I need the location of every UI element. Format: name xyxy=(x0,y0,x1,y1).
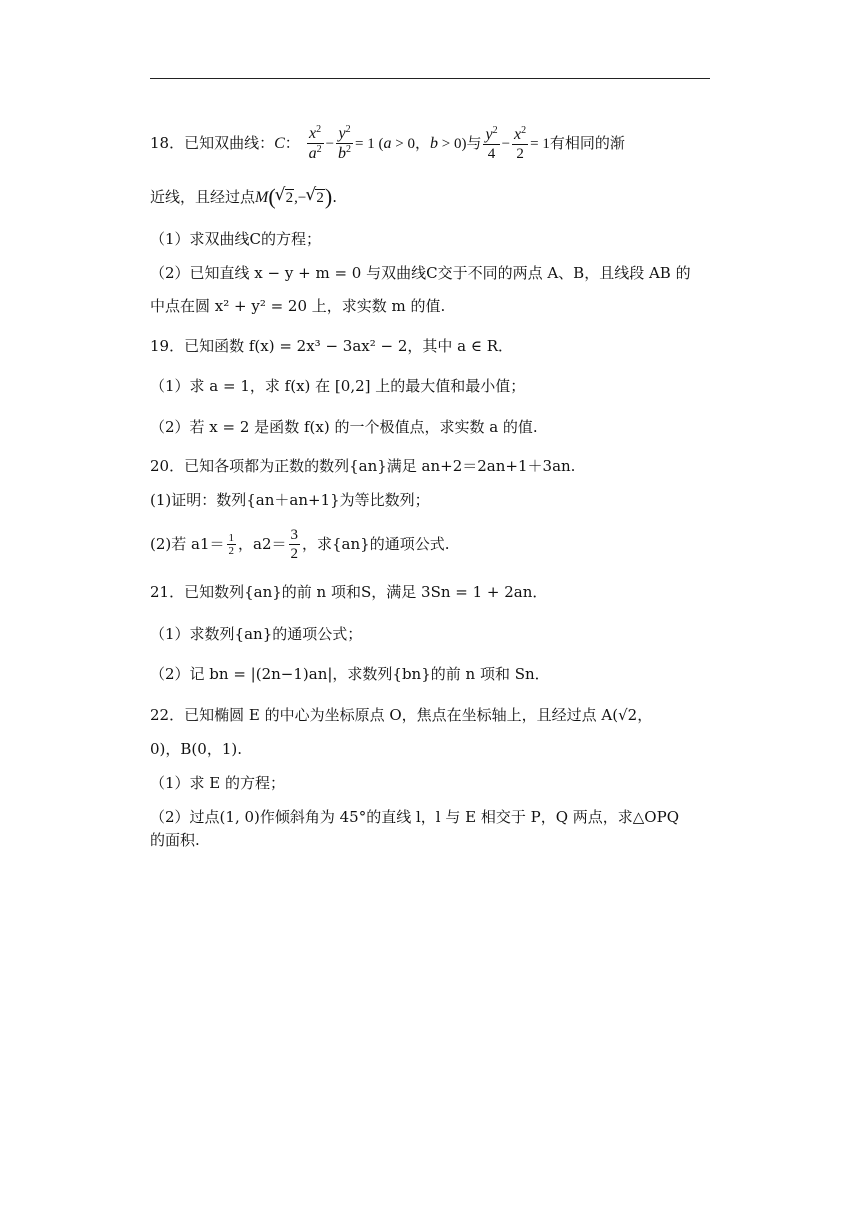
q22-part2-line1: （2）过点(1, 0)作倾斜角为 45°的直线 l，l 与 E 相交于 P，Q 两点，求△OPQ xyxy=(150,808,679,826)
q19-part2: （2）若 x = 2 是函数 f(x) 的一个极值点，求实数 a 的值. xyxy=(150,418,538,436)
q19-stem: 19．已知函数 f(x) = 2x³ − 3ax² − 2，其中 a ∈ R． xyxy=(150,337,514,355)
fraction-three-halves: $\frac{3}{2}$ xyxy=(290,527,299,563)
q18-part1: （1）求双曲线C的方程； xyxy=(150,230,322,248)
q22-part1: （1）求 E 的方程； xyxy=(150,774,286,792)
q19-part1: （1）求 a = 1，求 f(x) 在 [0,2] 上的最大值和最小值； xyxy=(150,377,526,395)
q20-part1: (1)证明：数列{an＋an+1}为等比数列； xyxy=(150,491,430,509)
q20-part2: (2)若 a1＝ $\frac{1}{2}$ ，a2＝ $\frac{3}{2}$ ，求{an}的通项公式. xyxy=(150,527,450,563)
q21-part2: （2）记 bn = |(2n−1)an|，求数列{bn}的前 n 项和 Sn． xyxy=(150,665,550,683)
fraction-one-half: $\frac{1}{2}$ xyxy=(228,531,235,558)
q22-stem-line1: 22．已知椭圆 E 的中心为坐标原点 O，焦点在坐标轴上，且经过点 A(√2， xyxy=(150,706,653,724)
fraction-y2-4: $\frac{y^2}{4}$ xyxy=(485,124,498,162)
q18-stem-line2: 近线，且经过点M(√ 2,−√ 2). xyxy=(150,186,710,208)
q18-stem-line1: 18．已知双曲线：C： $\frac{x^2}{a^2}$ − $\frac{y^2}{b^2}$ = 1 (a > 0，b > 0)与 $\frac{y^2}{4}$ − $\frac{x^2}{2}$ = 1有相同的渐 xyxy=(150,124,625,163)
q18-part2-line2: 中点在圆 x² + y² = 20 上，求实数 m 的值. xyxy=(150,297,446,315)
q22-stem-line2: 0)，B(0，1). xyxy=(150,740,242,758)
q18-part2-line1: （2）已知直线 x − y + m = 0 与双曲线C交于不同的两点 A、B，且线段 AB 的 xyxy=(150,264,691,282)
fraction-x2-2: $\frac{x^2}{2}$ xyxy=(514,124,527,162)
q21-stem: 21．已知数列{an}的前 n 项和S，满足 3Sn = 1 + 2an． xyxy=(150,583,548,601)
fraction-x2-a2: $\frac{x^2}{a^2}$ xyxy=(308,124,322,163)
q21-part1: （1）求数列{an}的通项公式； xyxy=(150,625,363,643)
header-rule xyxy=(150,78,710,79)
q22-part2-line2: 的面积. xyxy=(150,831,200,849)
q20-stem: 20．已知各项都为正数的数列{an}满足 an+2＝2an+1＋3an. xyxy=(150,457,576,475)
fraction-y2-b2: $\frac{y^2}{b^2}$ xyxy=(338,124,352,163)
